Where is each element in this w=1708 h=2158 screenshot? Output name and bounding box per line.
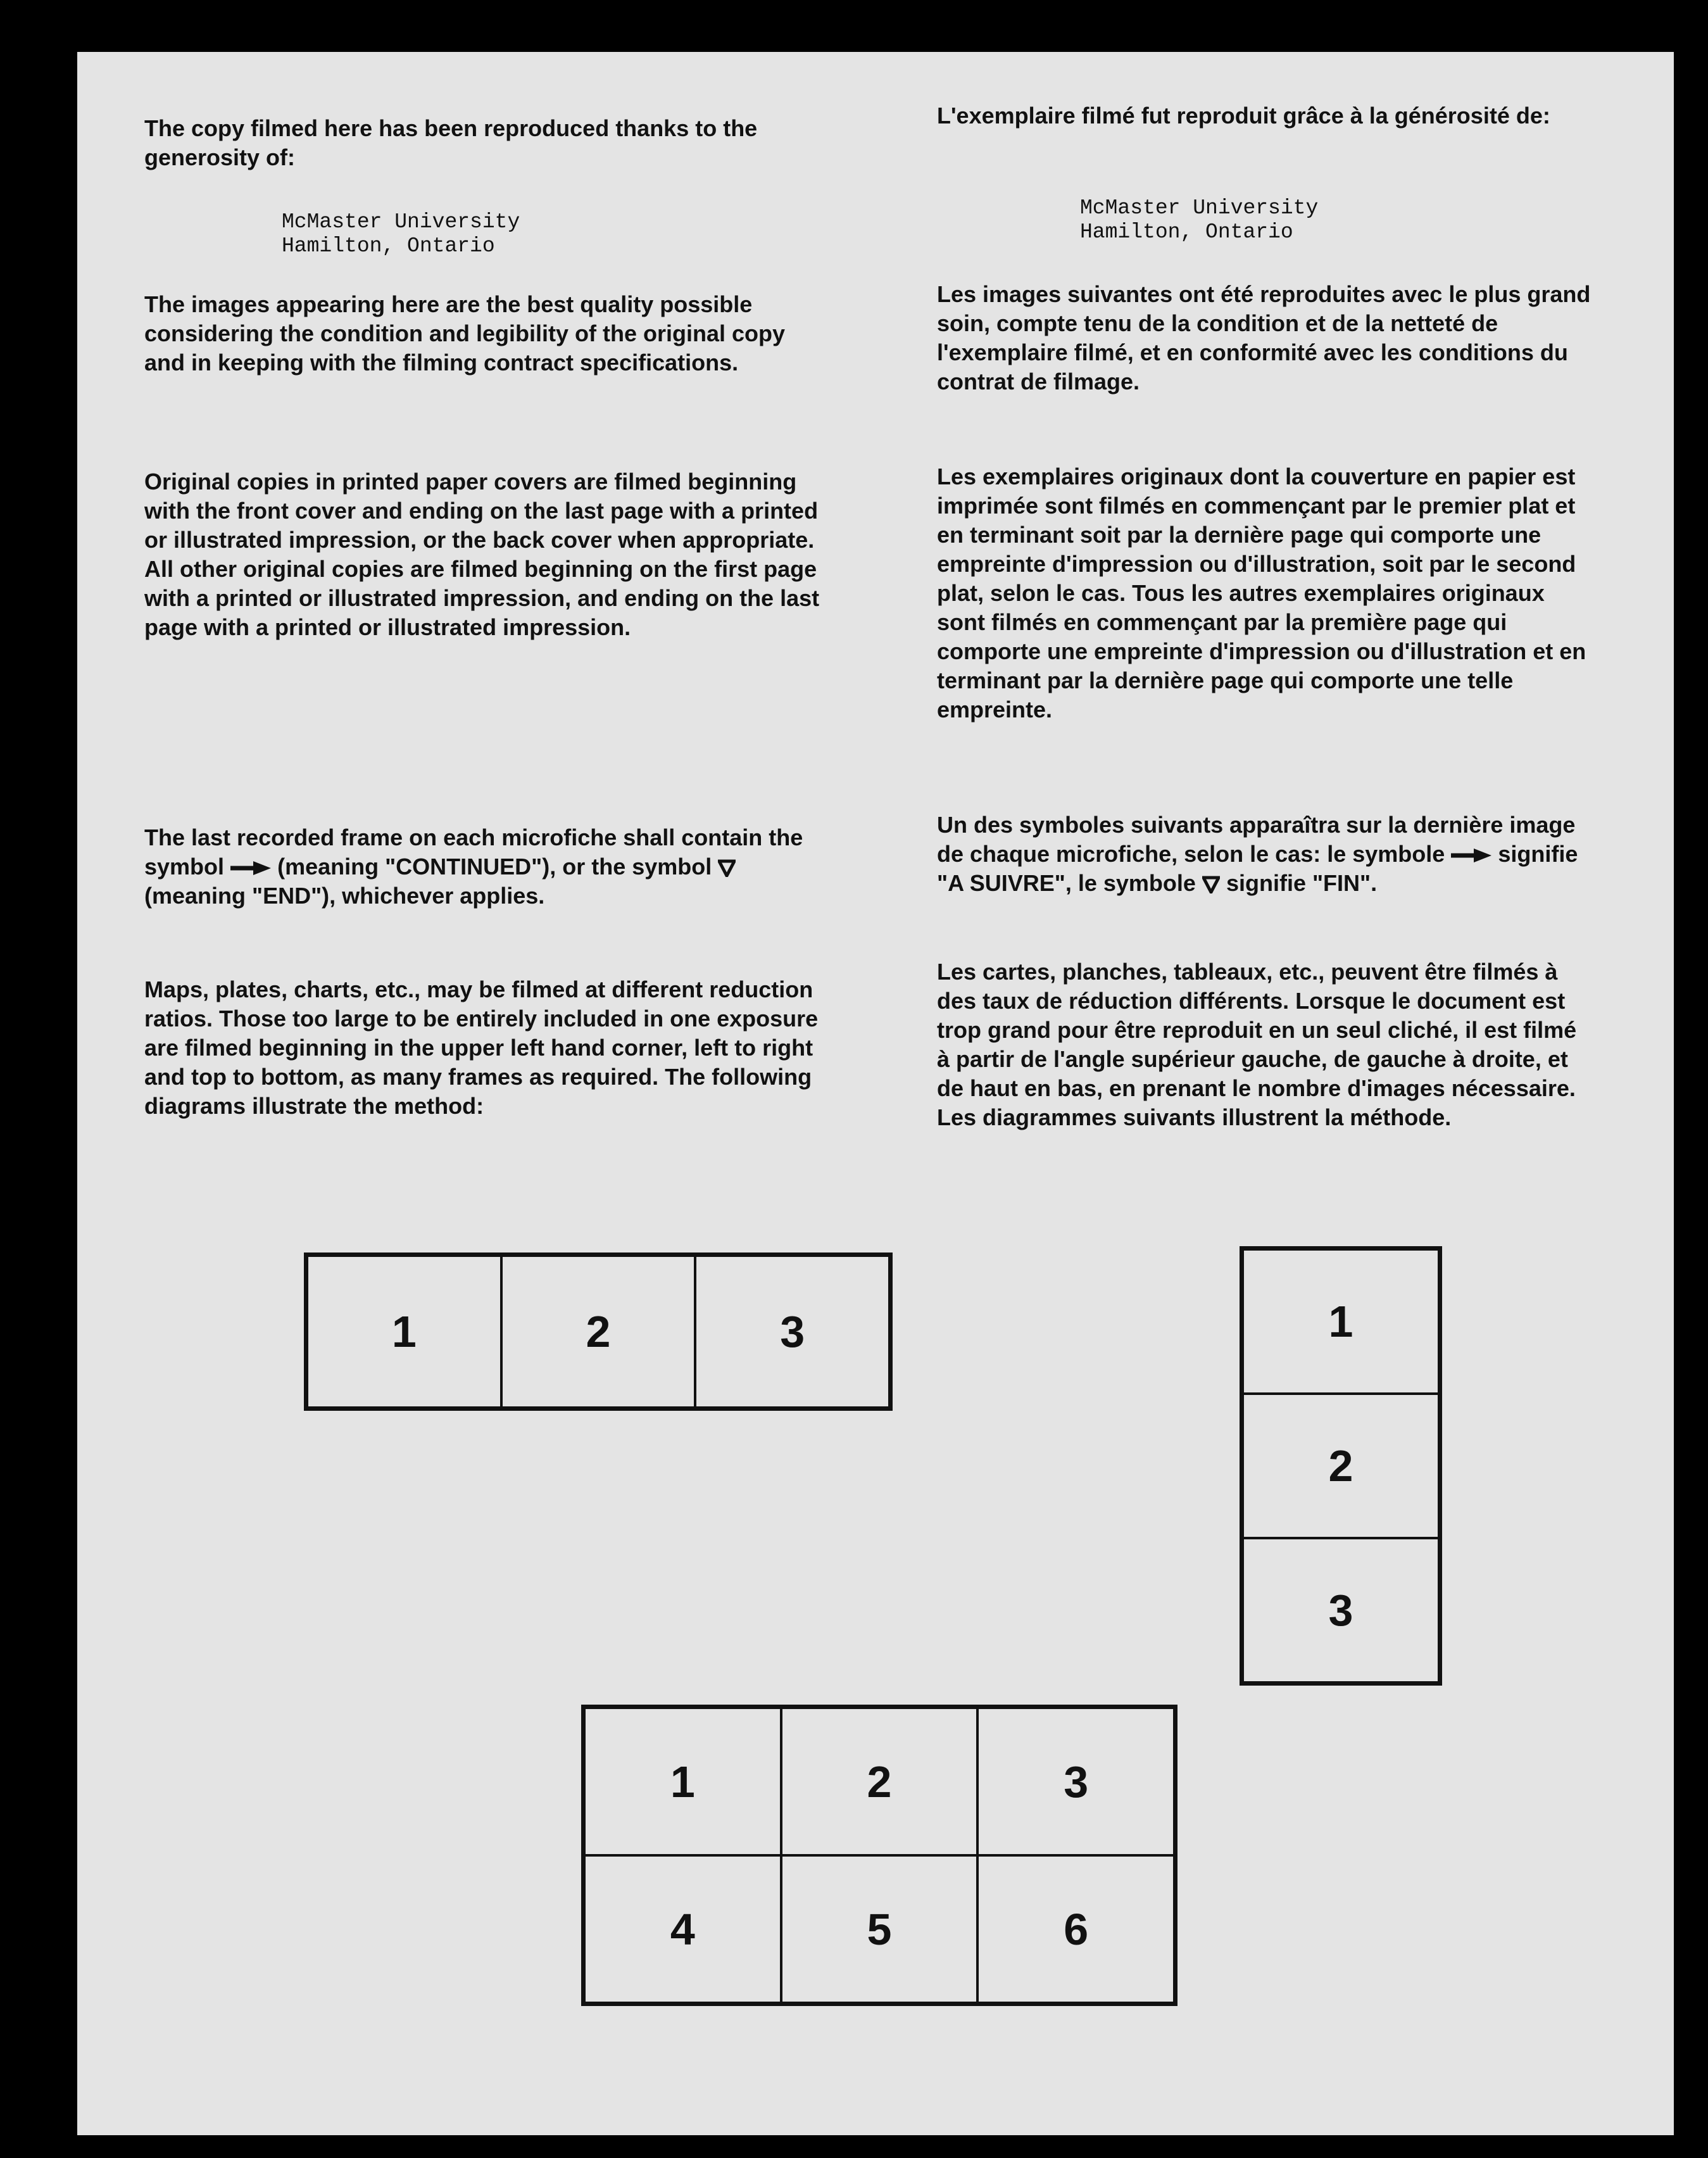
institution-city: Hamilton, Ontario [1080,220,1293,244]
english-intro: The copy filmed here has been reproduced thanks to the generosity of: [144,115,758,170]
frame-cell: 3 [1243,1538,1439,1682]
institution-name: McMaster University [282,210,520,234]
frame-cell: 1 [1243,1249,1439,1394]
english-maps: Maps, plates, charts, etc., may be filmed at different reduction ratios. Those too large to be entirely included in one exposure are filmed beginning in the upper left hand corner, left to right and top to bottom, as many frames as required. The following diagrams illustrate the method: [144,976,819,1119]
french-quality: Les images suivantes ont été reproduites avec le plus grand soin, compte tenu de la condition et de la netteté de l'exemplaire filmé, et en conformité avec les conditions du contrat de filmage. [937,281,1591,394]
english-quality: The images appearing here are the best quality possible considering the condition and legibility of the original copy and in keeping with the filming contract specifications. [144,291,786,375]
frame-cell: 4 [584,1855,781,2003]
french-intro: L'exemplaire filmé fut reproduit grâce à la générosité de: [937,103,1550,129]
french-originals: Les exemplaires originaux dont la couverture en papier est imprimée sont filmés en commençant par le premier plat et en terminant soit par la dernière page qui comporte une empreinte d'impression ou d'illustration, soit par le second plat, selon le cas. Tous les autres exemplaires originaux sont filmés en commençant par la première page qui comporte une empreinte d'impression ou d'illustration et en terminant par la dernière page qui comporte une telle empreinte. [937,464,1586,722]
institution-city: Hamilton, Ontario [282,234,495,258]
frame-cell: 2 [501,1256,696,1408]
frame-cell: 3 [977,1708,1174,1855]
frame-cell: 5 [781,1855,978,2003]
continued-arrow-icon [230,861,271,875]
institution-name: McMaster University [1080,196,1319,220]
frame-cell: 6 [977,1855,1174,2003]
english-institution [282,210,662,258]
english-originals: Original copies in printed paper covers are filmed beginning with the front cover and ending on the last page with a printed or illustrated impression, or the back cover when appropriate. All other original copies are filmed beginning on the first page with a printed or illustrated impression, and ending on the last page with a printed or illustrated impression. [144,469,820,640]
french-symbols: Un des symboles suivants apparaîtra sur la dernière image de chaque microfiche, selon le cas: le symbole signifie "A SUIVRE", le symbole signifie "FIN". [937,812,1578,896]
continued-arrow-icon [1451,849,1491,862]
frame-cell: 2 [1243,1394,1439,1538]
end-triangle-icon [1202,876,1220,893]
frame-cell: 1 [584,1708,781,1855]
english-symbols: The last recorded frame on each microfiche shall contain the symbol (meaning "CONTINUED"), or the symbol (meaning "END"), whichever applies. [144,824,803,909]
frame-cell: 2 [781,1708,978,1855]
frame-cell: 3 [695,1256,889,1408]
french-maps: Les cartes, planches, tableaux, etc., peuvent être filmés à des taux de réduction différents. Lorsque le document est trop grand pour être reproduit en un seul cliché, il est filmé à partir de l'angle supérieur gauche, de gauche à droite, et de haut en bas, en prenant le nombre d'images nécessaire. Les diagrammes suivants illustrent la méthode. [937,959,1577,1130]
end-triangle-icon [718,859,736,877]
diagram-grid [581,1705,1177,2006]
frame-cell: 1 [307,1256,501,1408]
diagram-vertical [1240,1246,1442,1686]
diagram-horizontal [304,1253,893,1411]
french-institution [1080,196,1460,244]
